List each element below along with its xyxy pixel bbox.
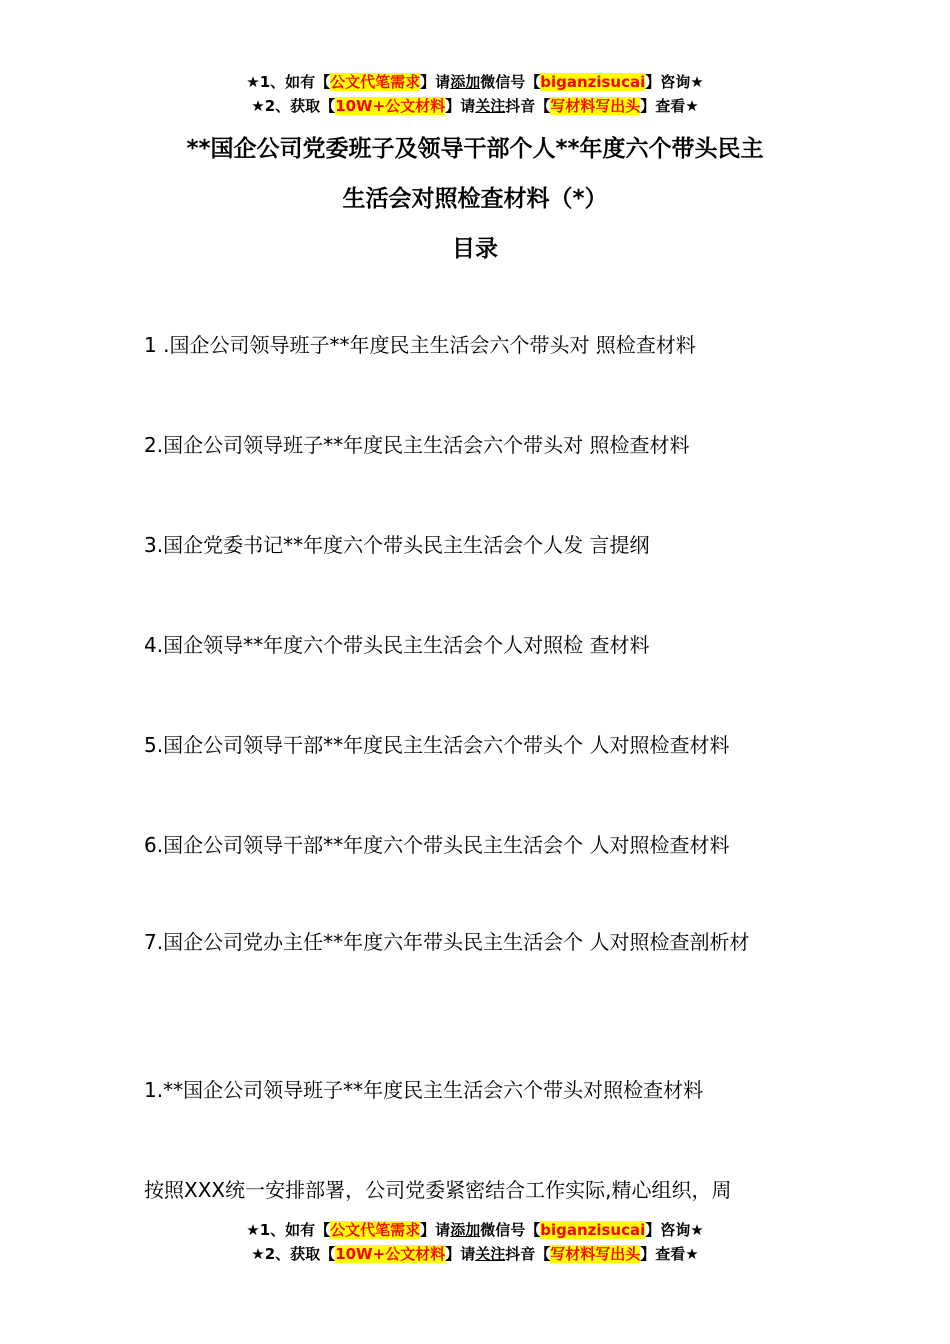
banner-text: 】咨询★ — [645, 73, 704, 91]
body-paragraph: 按照XXX统一安排部署，公司党委紧密结合工作实际,精心组织，周 — [144, 1178, 732, 1202]
banner-text: 微信号【 — [480, 73, 541, 91]
document-title-line-2: 生活会对照检查材料（*） — [342, 186, 608, 212]
banner-underlined-text: 添加 — [450, 1221, 481, 1239]
banner-line-1 — [0, 70, 950, 94]
banner-text: 】请 — [445, 97, 476, 115]
banner-text: ★2、获取【 — [251, 1245, 336, 1263]
banner-text: ★1、如有【 — [246, 1221, 331, 1239]
header-banner — [0, 70, 950, 118]
banner-text: 微信号【 — [480, 1221, 541, 1239]
toc-item: 5.国企公司领导干部**年度民主生活会六个带头个 人对照检查材料 — [144, 733, 730, 757]
banner-text: 】请 — [445, 1245, 476, 1263]
banner-underlined-text: 添加 — [450, 73, 481, 91]
banner-line-1 — [0, 1218, 950, 1242]
toc-item: 2.国企公司领导班子**年度民主生活会六个带头对 照检查材料 — [144, 433, 690, 457]
banner-text: 抖音【 — [505, 97, 551, 115]
banner-text: 】请 — [420, 1221, 451, 1239]
toc-item: 3.国企党委书记**年度六个带头民主生活会个人发 言提纲 — [144, 533, 650, 557]
banner-douyin-id: 写材料写出头 — [550, 97, 641, 115]
section-heading: 1.**国企公司领导班子**年度民主生活会六个带头对照检查材料 — [144, 1078, 704, 1102]
banner-text: ★2、获取【 — [251, 97, 336, 115]
banner-underlined-text: 关注 — [475, 97, 506, 115]
toc-item: 4.国企领导**年度六个带头民主生活会个人对照检 查材料 — [144, 633, 650, 657]
toc-item: 6.国企公司领导干部**年度六个带头民主生活会个 人对照检查材料 — [144, 833, 730, 857]
banner-highlight: 10W+公文材料 — [335, 1245, 446, 1263]
banner-highlight: 公文代笔需求 — [330, 73, 421, 91]
banner-text: 】查看★ — [640, 97, 699, 115]
banner-text: 】查看★ — [640, 1245, 699, 1263]
banner-wechat-id: biganzisucai — [540, 73, 646, 91]
banner-douyin-id: 写材料写出头 — [550, 1245, 641, 1263]
banner-line-2 — [0, 94, 950, 118]
footer-banner — [0, 1218, 950, 1266]
banner-highlight: 公文代笔需求 — [330, 1221, 421, 1239]
toc-item: 7.国企公司党办主任**年度六年带头民主生活会个 人对照检查剖析材 — [144, 930, 750, 954]
banner-text: 】请 — [420, 73, 451, 91]
toc-item: 1 .国企公司领导班子**年度民主生活会六个带头对 照检查材料 — [144, 333, 696, 357]
banner-underlined-text: 关注 — [475, 1245, 506, 1263]
banner-highlight: 10W+公文材料 — [335, 97, 446, 115]
banner-wechat-id: biganzisucai — [540, 1221, 646, 1239]
banner-line-2 — [0, 1242, 950, 1266]
banner-text: 】咨询★ — [645, 1221, 704, 1239]
banner-text: ★1、如有【 — [246, 73, 331, 91]
table-of-contents-heading: 目录 — [452, 236, 498, 262]
banner-text: 抖音【 — [505, 1245, 551, 1263]
document-title-line-1: **国企公司党委班子及领导干部个人**年度六个带头民主 — [186, 136, 764, 162]
